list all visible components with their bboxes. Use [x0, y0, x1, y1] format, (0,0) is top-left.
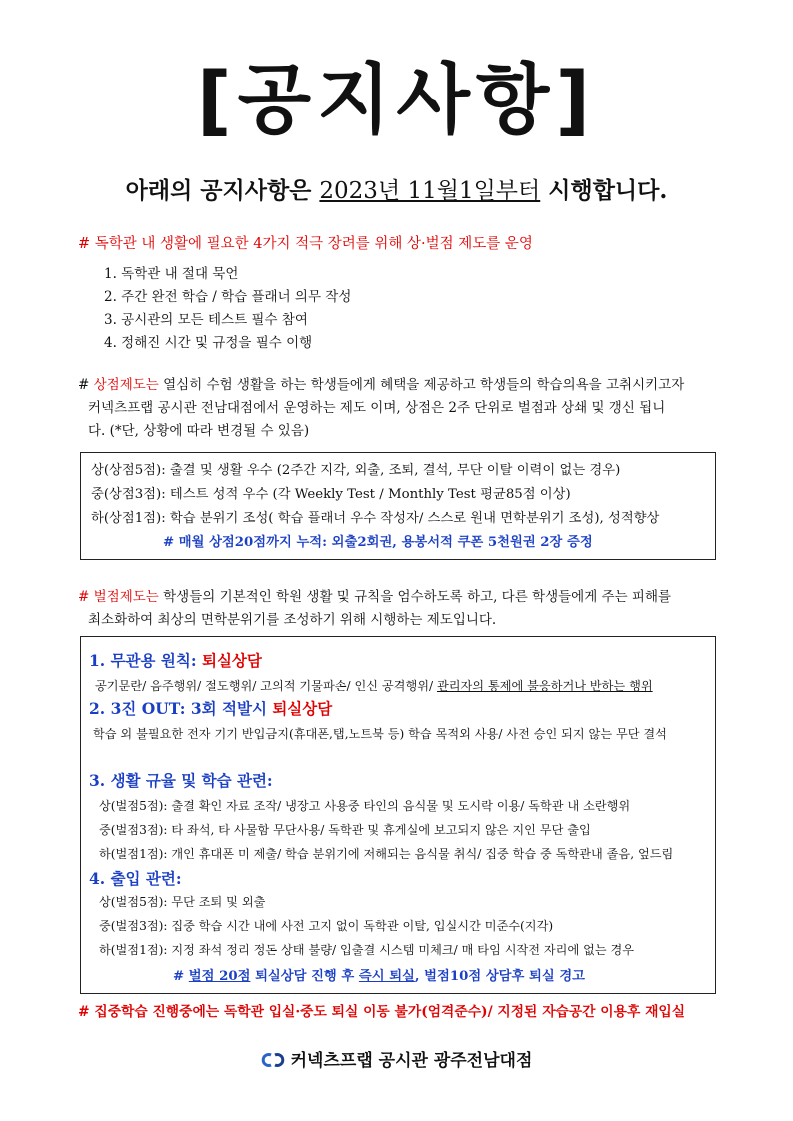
reward-line1: 열심히 수험 생활을 하는 학생들에게 혜택을 제공하고 학생들의 학습의욕을 고취시키고자	[158, 377, 685, 393]
penalty-rule4-low: 하(벌점1점): 지정 좌석 정리 정돈 상태 불량/ 입출결 시스템 미체크/ 매 타임 시작전 자리에 없는 경우	[99, 943, 635, 957]
logo-mark-icon	[261, 1051, 285, 1069]
rule-item: 2. 주간 완전 학습 / 학습 플래너 의무 작성	[104, 289, 352, 305]
penalty-rule2-heading: 2. 3진 OUT: 3회 적발시 퇴실상담	[89, 699, 333, 718]
reward-hash: #	[78, 377, 94, 393]
reward-monthly-note: # 매월 상점20점까지 누적: 외출2회권, 용봉서적 쿠폰 5천원권 2장 증정	[163, 535, 593, 550]
rule-item: 1. 독학관 내 절대 묵언	[104, 266, 239, 282]
penalty-rule4-heading: 4. 출입 관련:	[89, 869, 182, 888]
subtitle-post: 시행합니다.	[540, 177, 668, 204]
rule-item: 4. 정해진 시간 및 규정을 필수 이행	[104, 335, 313, 351]
penalty-rule4-high: 상(벌점5점): 무단 조퇴 및 외출	[99, 895, 266, 909]
penalty-description	[78, 586, 718, 632]
reward-description	[78, 374, 718, 443]
penalty-rule2-body: 학습 외 불필요한 전자 기기 반입금지(휴대폰,탭,노트북 등) 학습 목적외 사용/ 사전 승인 되지 않는 무단 결석	[93, 727, 667, 741]
penalty-rule1-heading: 1. 무관용 원칙: 퇴실상담	[89, 651, 262, 670]
penalty-rule3-low: 하(벌점1점): 개인 휴대폰 미 제출/ 학습 분위기에 저해되는 음식물 취식/ 집중 학습 중 독학관내 졸음, 엎드림	[99, 847, 674, 861]
penalty-rule3-mid: 중(벌점3점): 타 좌석, 타 사물함 무단사용/ 독학관 및 휴게실에 보고되지 않은 지인 무단 출입	[99, 823, 591, 837]
effective-date-line	[0, 172, 793, 205]
penalty-rule2-result: 퇴실상담	[272, 699, 333, 718]
penalty-warning-note: # 벌점 20점 퇴실상담 진행 후 즉시 퇴실, 벌점10점 상담후 퇴실 경고	[173, 969, 586, 984]
reward-level-high: 상(상점5점): 출결 및 생활 우수 (2주간 지각, 외출, 조퇴, 결석, 무단 이탈 이력이 없는 경우)	[91, 463, 621, 478]
penalty-line2: 최소화하여 최상의 면학분위기를 조성하기 위해 시행하는 제도입니다.	[88, 612, 497, 628]
penalty-rule1-underlined: 관리자의 통제에 불응하거나 반하는 행위	[436, 679, 653, 693]
reward-line3: 다. (*단, 상황에 따라 변경될 수 있음)	[88, 423, 310, 439]
academy-logo	[0, 1046, 793, 1071]
academy-name: 커넥츠프랩 공시관 광주전남대점	[290, 1051, 533, 1071]
penalty-box	[80, 636, 716, 994]
subtitle-pre: 아래의 공지사항은	[125, 177, 320, 204]
penalty-line1: 학생들의 기본적인 학원 생활 및 규칙을 엄수하도록 하고, 다른 학생들에게 주는 피해를	[158, 589, 672, 605]
penalty-rule3-heading: 3. 생활 규율 및 학습 관련:	[89, 771, 273, 790]
reward-term: 상점제도는	[93, 377, 159, 393]
penalty-rule1-body: 공기문란/ 음주행위/ 절도행위/ 고의적 기물파손/ 인신 공격행위/ 관리자의 통제에 불응하거나 반하는 행위	[95, 679, 653, 693]
penalty-rule4-mid: 중(벌점3점): 집중 학습 시간 내에 사전 고지 없이 독학관 이탈, 입실시간 미준수(지각)	[99, 919, 554, 933]
section-rules-heading: # 독학관 내 생활에 필요한 4가지 적극 장려를 위해 상·벌점 제도를 운영	[78, 236, 533, 252]
penalty-rule3-high: 상(벌점5점): 출결 확인 자료 조작/ 냉장고 사용중 타인의 음식물 및 도시락 이용/ 독학관 내 소란행위	[99, 799, 631, 813]
reward-level-mid: 중(상점3점): 테스트 성적 우수 (각 Weekly Test / Monthly Test 평균85점 이상)	[91, 487, 571, 502]
penalty-rule1-result: 퇴실상담	[201, 651, 262, 670]
reward-line2: 커넥츠프랩 공시관 전남대점에서 운영하는 제도 이며, 상점은 2주 단위로 벌점과 상쇄 및 갱신 됩니	[88, 400, 666, 416]
effective-date: 2023년 11월1일부터	[319, 178, 541, 204]
penalty-term: 벌점제도는	[93, 589, 159, 605]
rule-item: 3. 공시관의 모든 테스트 필수 참여	[104, 312, 308, 328]
focus-time-warning: # 집중학습 진행중에는 독학관 입실·중도 퇴실 이동 불가(엄격준수)/ 지정된 자습공간 이용후 재입실	[78, 1004, 686, 1020]
penalty-hash: #	[78, 589, 94, 605]
reward-box	[80, 452, 716, 560]
reward-level-low: 하(상점1점): 학습 분위기 조성( 학습 플래너 우수 작성자/ 스스로 원내 면학분위기 조성), 성적향상	[91, 511, 660, 526]
page-title: [공지사항]	[196, 55, 597, 144]
